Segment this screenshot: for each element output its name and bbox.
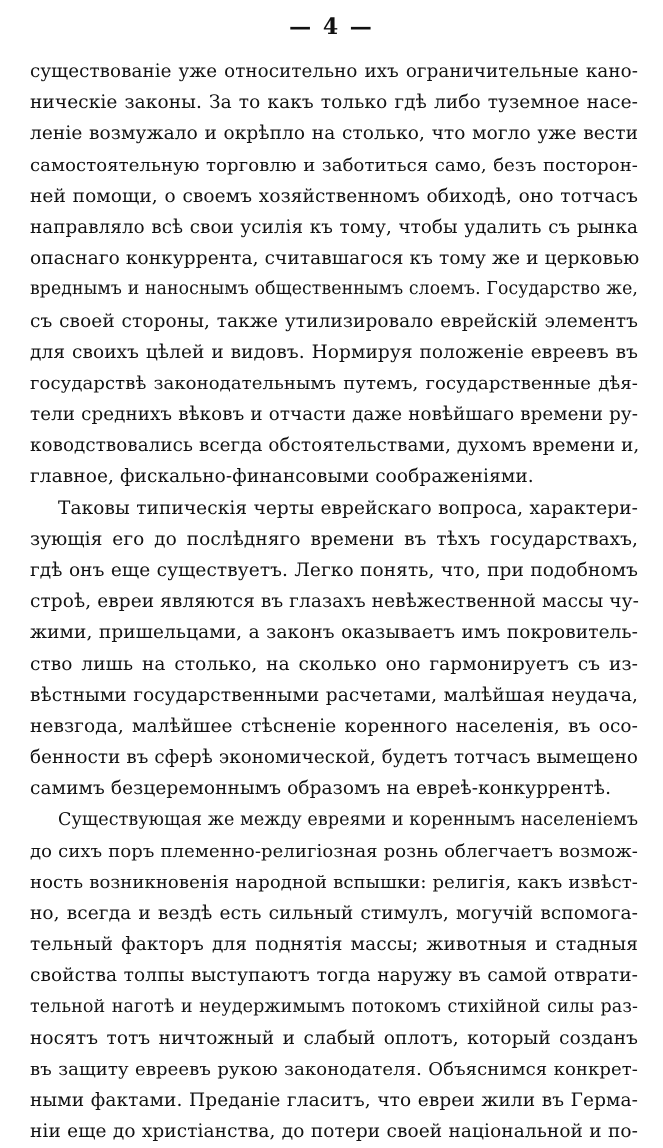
text-line: ководствовались всегда обстоятельствами, духомъ времени и, [30,435,640,457]
text-line: съ своей стороны, также утилизировало еврейскій элементъ [30,310,638,332]
text-column [30,56,638,1148]
text-line: самостоятельную торговлю и заботиться само, безъ посторон- [30,154,638,176]
text-line: до сихъ поръ племенно-религіозная рознь облегчаетъ возмож- [30,840,638,862]
text-line: ней помощи, о своемъ хозяйственномъ обиходѣ, оно тотчасъ [30,185,638,207]
text-line: ство лишь на столько, на сколько оно гармонируетъ съ из- [30,653,638,675]
text-line: для своихъ цѣлей и видовъ. Нормируя положеніе евреевъ въ [30,341,638,363]
text-line: ными фактами. Преданіе гласитъ, что евреи жили въ Герма- [30,1090,638,1112]
text-line: государствѣ законодательнымъ путемъ, государственные дѣя- [30,372,638,394]
text-line: направляло всѣ свои усилія къ тому, чтобы удалить съ рынка [30,216,638,238]
paragraph [30,56,638,493]
text-line: Таковы типическія черты еврейскаго вопроса, характери- [58,497,638,519]
paragraph [30,493,638,805]
text-line: гдѣ онъ еще существуетъ. Легко понять, что, при подобномъ [30,560,638,581]
text-line: зующія его до послѣдняго времени въ тѣхъ государствахъ, [30,528,638,550]
paragraph [30,805,638,1148]
text-line: бенности въ сферѣ экономической, будетъ тотчасъ вымещено [30,747,638,769]
text-line: ническіе законы. За то какъ только гдѣ либо туземное насе- [30,92,638,114]
text-line: существованіе уже относительно ихъ ограничительные кано- [30,61,638,82]
text-line: строѣ, евреи являются въ глазахъ невѣжественной массы чу- [30,591,639,613]
text-line: но, всегда и вездѣ есть сильный стимулъ, могучій вспомога- [30,903,638,925]
text-line: свойства толпы выступаютъ тогда наружу въ самой отврати- [30,965,638,987]
text-line: носятъ тотъ ничтожный и слабый оплотъ, который созданъ [30,1027,638,1049]
text-line: въ защиту евреевъ рукою законодателя. Объяснимся конкрет- [30,1059,638,1080]
text-line: вреднымъ и наноснымъ общественнымъ слоемъ. Государство же, [30,279,638,300]
text-line: тельный факторъ для поднятія массы; животныя и стадныя [30,934,638,956]
text-line: жими, пришельцами, а законъ оказываетъ имъ покровитель- [30,622,638,644]
page-header [0,14,663,40]
text-line: тели среднихъ вѣковъ и отчасти даже новѣйшаго времени ру- [30,404,638,426]
text-line: самимъ безцеремоннымъ образомъ на евреѣ-конкуррентѣ. [30,778,612,800]
page-number: — 4 — [289,14,374,40]
text-line: вѣстными государственными расчетами, малѣйшая неудача, [30,684,638,706]
text-line: опаснаго конкуррента, считавшагося къ тому же и церковью [30,248,640,270]
text-line: леніе возмужало и окрѣпло на столько, что могло уже вести [30,123,638,145]
text-line: главное, фискально-финансовыми соображеніями. [30,466,534,488]
text-line: ность возникновенія народной вспышки: религія, какъ извѣст- [30,871,638,893]
text-line: тельной наготѣ и неудержимымъ потокомъ стихійной силы раз- [30,996,638,1017]
text-line: невзгода, малѣйшее стѣсненіе коренного населенія, въ осо- [30,715,638,737]
text-line: ніи еще до христіанства, до потери своей національной и по- [30,1121,638,1143]
text-line: Существующая же между евреями и кореннымъ населеніемъ [58,809,639,830]
